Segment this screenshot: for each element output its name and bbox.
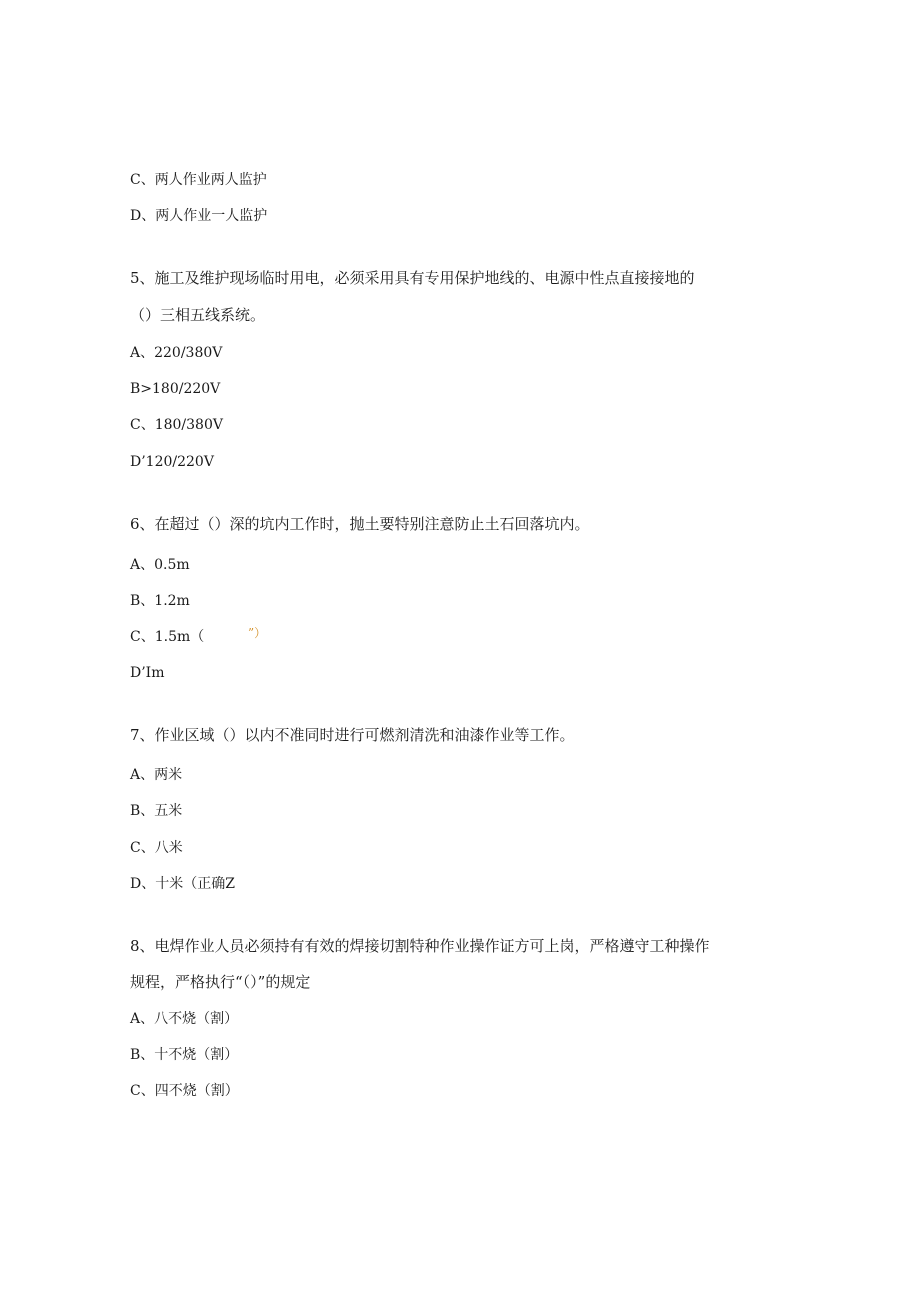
option-8a: A、八不烧（割） (130, 1011, 239, 1027)
option-7b: B、五米 (130, 803, 183, 819)
option-8b: B、十不烧（割） (130, 1047, 239, 1063)
question-5-line2: （）三相五线系统。 (130, 306, 266, 324)
handwritten-mark: ”） (248, 626, 267, 640)
option-7d: D、十米（正确Z (130, 876, 235, 892)
option-8c: C、四不烧（割） (130, 1083, 239, 1099)
question-8-line1: 8、电焊作业人员必须持有有效的焊接切割特种作业操作证方可上岗，严格遵守工种操作 (130, 937, 710, 955)
option-5d: D’120/220V (130, 454, 214, 470)
option-6c: C、1.5m（ (130, 629, 205, 645)
option-6b: B、1.2m (130, 593, 190, 609)
question-7: 7、作业区域（）以内不准同时进行可燃剂清洗和油漆作业等工作。 (130, 726, 575, 744)
option-6a: A、0.5m (130, 557, 190, 573)
option-7c: C、八米 (130, 840, 183, 856)
question-6: 6、在超过（）深的坑内工作时，抛土要特别注意防止土石回落坑内。 (130, 515, 590, 533)
question-5-line1: 5、施工及维护现场临时用电，必须采用具有专用保护地线的、电源中性点直接接地的 (130, 269, 695, 287)
question-8-line2: 规程，严格执行“（）”的规定 (130, 973, 311, 991)
option-5b: B>180/220V (130, 381, 221, 397)
option-5a: A、220/380V (130, 345, 223, 361)
option-5c: C、180/380V (130, 417, 223, 433)
option-6d: D’Im (130, 665, 165, 681)
option-7a: A、两米 (130, 767, 183, 783)
option-4d: D、两人作业一人监护 (130, 208, 268, 224)
option-4c: C、两人作业两人监护 (130, 172, 267, 188)
